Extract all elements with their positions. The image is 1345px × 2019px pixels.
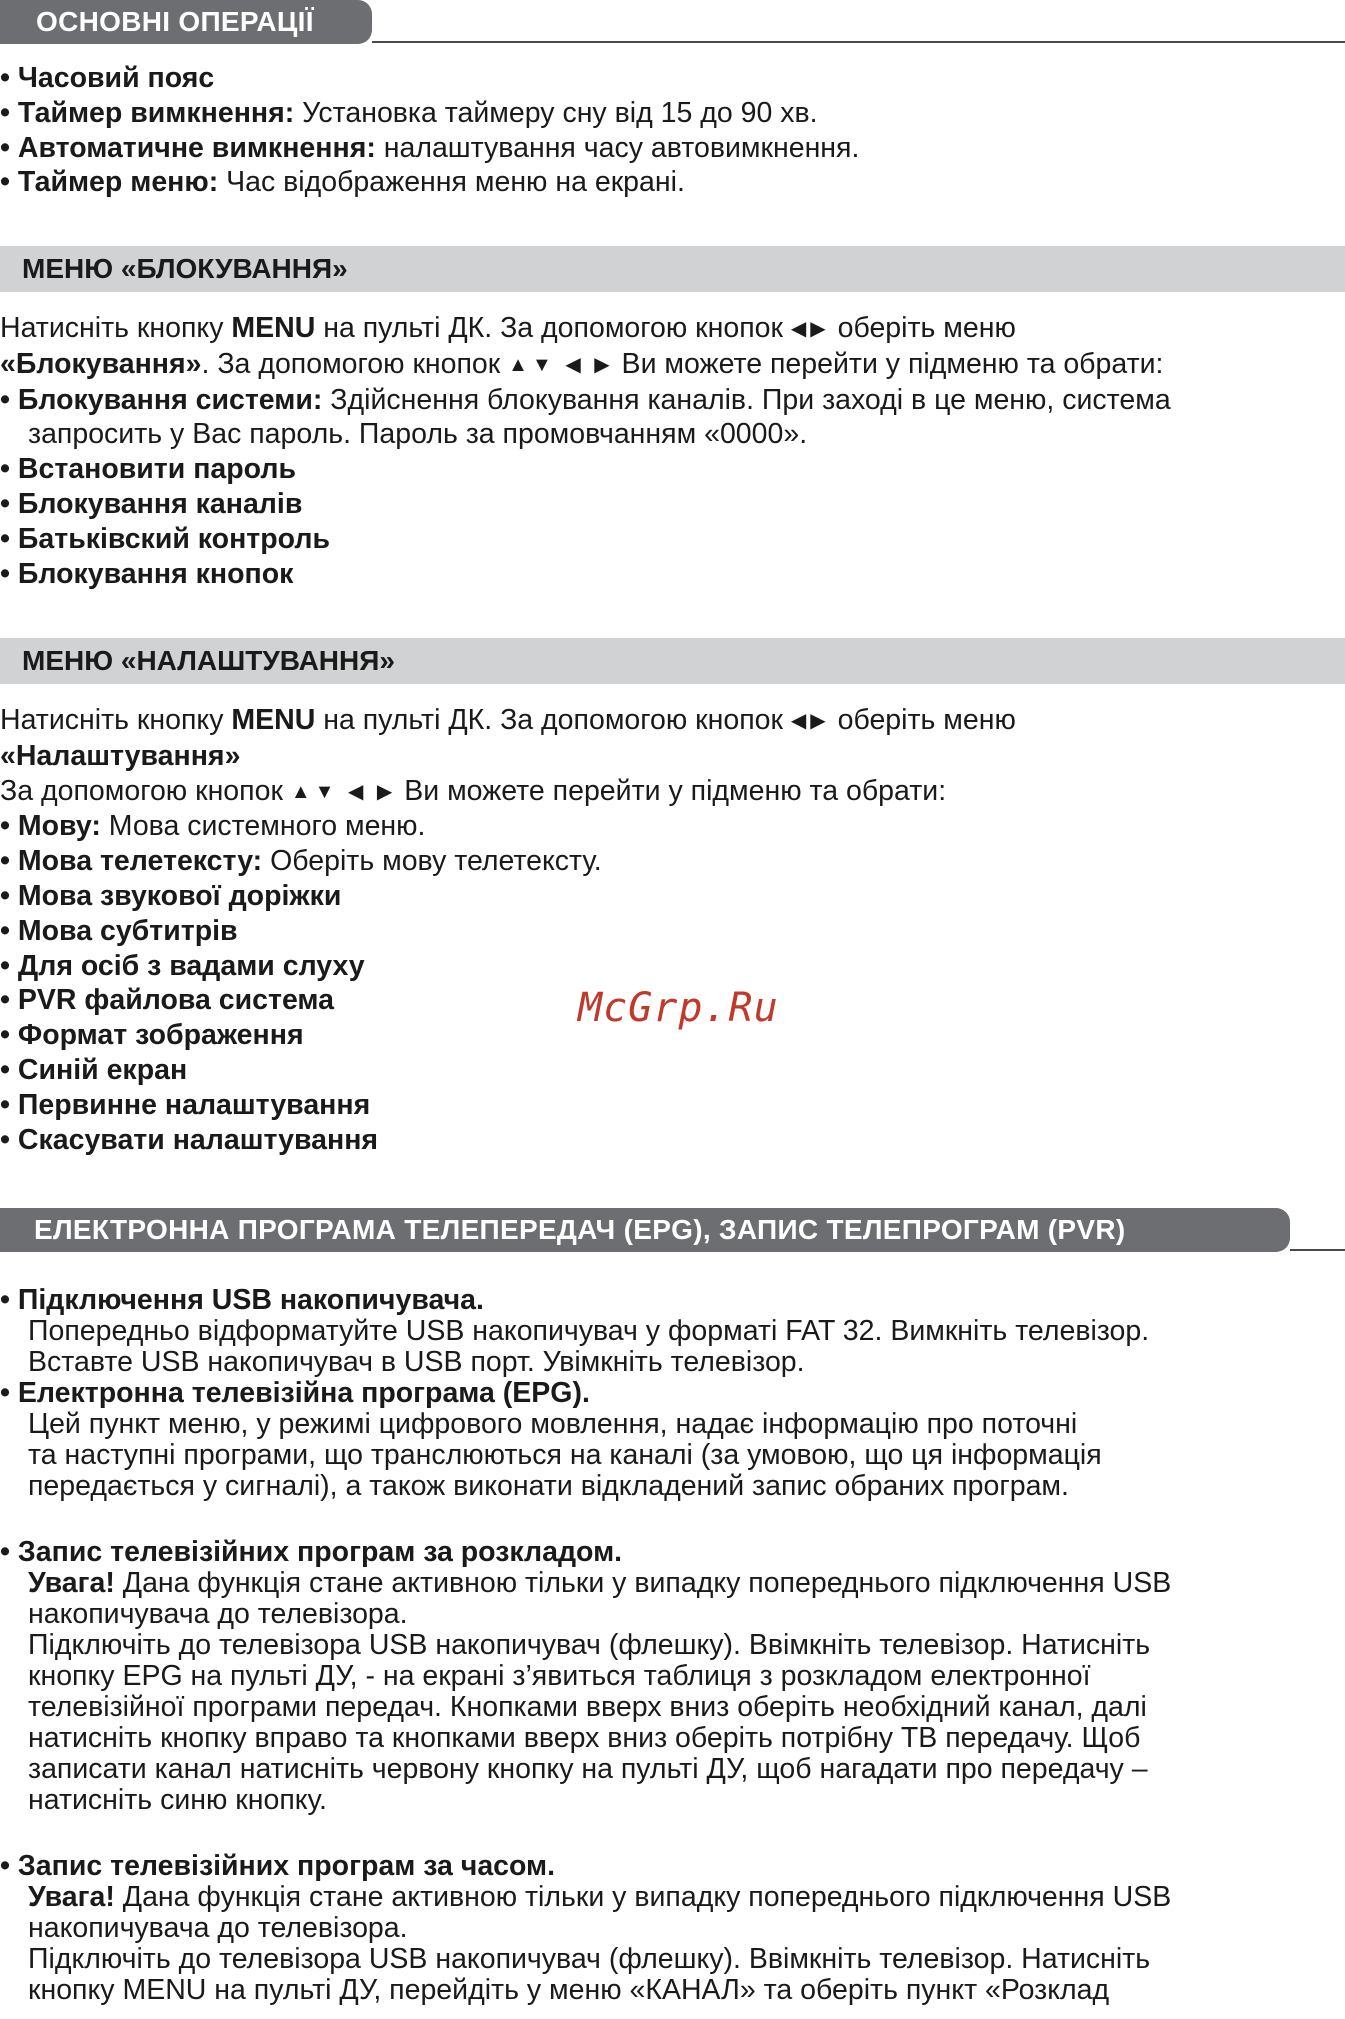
list-item: • Запис телевізійних програм за часом. [0,1851,1171,1882]
list-item: • Для осіб з вадами слуху [0,949,1016,984]
list-item: • Встановити пароль [0,452,1171,487]
left-right-arrows-icon: ◀▶ [790,318,830,340]
paragraph: За допомогою кнопок ▲▼ ◀ ▶ Ви можете перейти у підменю та обрати: [0,774,947,807]
list-item: • Мова субтитрів [0,914,1016,949]
section-lock-body [0,311,1171,591]
paragraph-line: Попередньо відформатуйте USB накопичувач у форматі FAT 32. Вимкніть телевізор. [28,1315,1150,1347]
paragraph-line: записати канал натисніть червону кнопку на пульті ДУ, щоб нагадати про передачу – [28,1752,1148,1785]
paragraph-line: Підключіть до телевізора USB накопичувач (флешку). Ввімкніть телевізор. Натисніть [28,1942,1151,1975]
paragraph-line: натисніть синю кнопку. [28,1783,327,1816]
paragraph-line: передається у сигналі), а також виконати відкладений запис обраних програм. [28,1470,1069,1502]
header-rule [1290,1249,1345,1251]
section-title-setup: МЕНЮ «НАЛАШТУВАННЯ» [0,638,1345,684]
section-title: ОСНОВНІ ОПЕРАЦІЇ [0,0,372,44]
list-item: • Батьківский контроль [0,522,1171,557]
list-item: • Скасувати налаштування [0,1123,1016,1158]
paragraph-line: кнопку EPG на пульті ДУ, - на екрані з’явиться таблиця з розкладом електронної [28,1659,1091,1692]
section-basic [0,0,1345,199]
list-item: • Синій екран [0,1053,1016,1088]
paragraph: «Налаштування» [0,739,241,772]
list-item: • Мову: Мова системного меню. [0,809,1016,844]
list-item: • PVR файлова система [0,983,1016,1018]
spacer [0,1502,1171,1537]
navigation-arrows-icon: ▲▼ ◀ ▶ [508,353,614,376]
list-item: • Мова звукової доріжки [0,879,1016,914]
section-header [0,1208,1345,1252]
paragraph-line: накопичувача до телевізора. [28,1911,408,1944]
section-setup-body [0,703,1016,1157]
paragraph: Натисніть кнопку MENU на пульті ДК. За допомогою кнопок ◀▶ оберіть меню [0,704,1016,736]
section-title-lock: МЕНЮ «БЛОКУВАННЯ» [0,246,1345,292]
list-item: • Мова телетексту: Оберіть мову телетексту. [0,844,1016,879]
paragraph-line: Вставте USB накопичувач в USB порт. Увімкніть телевізор. [28,1346,805,1378]
section-epg [0,1208,1345,1252]
paragraph-line: накопичувача до телевізора. [28,1597,408,1630]
header-rule [372,41,1345,43]
paragraph-line: кнопку MENU на пульті ДУ, перейдіть у меню «КАНАЛ» та оберіть пункт «Розклад [28,1973,1110,2006]
paragraph-line: Цей пункт меню, у режимі цифрового мовлення, надає інформацію про поточні [28,1408,1078,1440]
list-item: • Блокування кнопок [0,557,1171,592]
list-item: • Підключення USB накопичувача. [0,1285,1171,1316]
section-title: ЕЛЕКТРОННА ПРОГРАМА ТЕЛЕПЕРЕДАЧ (EPG), ЗАПИС ТЕЛЕПРОГРАМ (PVR) [0,1208,1290,1252]
list-item-continuation: запросить у Вас пароль. Пароль за промовчанням «0000». [28,418,808,451]
spacer [0,1816,1171,1851]
list-item: • Електронна телевізійна програма (EPG). [0,1378,1171,1409]
list-item: • Формат зображення [0,1018,1016,1053]
list-item: • Таймер вимкнення: Установка таймеру сну від 15 до 90 хв. [0,96,859,131]
section-epg-body [0,1285,1171,2006]
paragraph-line: натисніть кнопку вправо та кнопками вверх вниз оберіть потрібну ТВ передачу. Щоб [28,1721,1141,1754]
watermark: McGrp.Ru [578,985,779,1031]
list-item: • Запис телевізійних програм за розкладом. [0,1537,1171,1568]
paragraph-line: та наступні програми, що транслюються на каналі (за умовою, що ця інформація [28,1439,1102,1471]
list-item: • Автоматичне вимкнення: налаштування часу автовимкнення. [0,131,859,166]
basic-list [0,61,859,200]
paragraph: Натисніть кнопку MENU на пульті ДК. За допомогою кнопок ◀▶ оберіть меню [0,312,1016,344]
list-item: • Блокування каналів [0,487,1171,522]
list-item: • Часовий пояс [0,61,859,96]
paragraph-line: Увага! Дана функція стане активною тільки у випадку попереднього підключення USB [28,1880,1172,1913]
list-item: • Таймер меню: Час відображення меню на екрані. [0,165,859,200]
list-item: • Первинне налаштування [0,1088,1016,1123]
paragraph-line: телевізійної програми передач. Кнопками вверх вниз оберіть необхідний канал, далі [28,1690,1147,1723]
paragraph-line: Підключіть до телевізора USB накопичувач (флешку). Ввімкніть телевізор. Натисніть [28,1628,1151,1661]
navigation-arrows-icon: ▲▼ ◀ ▶ [290,780,397,803]
left-right-arrows-icon: ◀▶ [790,710,830,732]
list-item: • Блокування системи: Здійснення блокування каналів. При заході в це меню, система [0,383,1171,418]
section-header [0,0,1345,44]
paragraph-line: Увага! Дана функція стане активною тільки у випадку попереднього підключення USB [28,1566,1172,1599]
paragraph: «Блокування». За допомогою кнопок ▲▼ ◀ ▶ Ви можете перейти у підменю та обрати: [0,347,1164,380]
